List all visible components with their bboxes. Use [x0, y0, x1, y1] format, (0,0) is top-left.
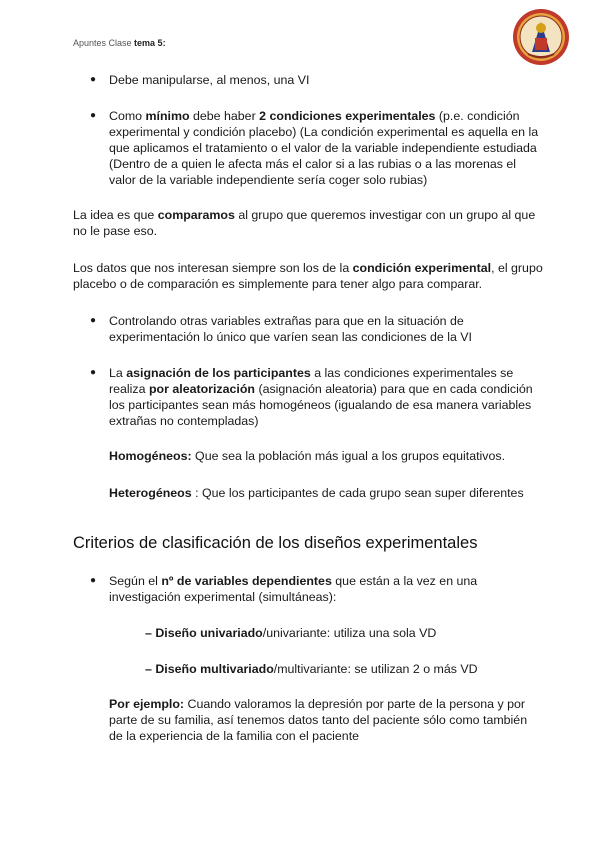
ejemplo-paragraph: Por ejemplo: Cuando valoramos la depresión por parte de la persona y por parte de su familia, así tenemos datos tanto del paciente sólo como también de la experiencia de la familia con el paciente [109, 697, 528, 743]
criteria-bullet-list [73, 573, 543, 605]
mid-bullet-list [73, 313, 543, 429]
list-item: ● Según el nº de variables dependientes que están a la vez en una investigación experimental (simultáneas): [90, 574, 478, 604]
section-title: Criterios de clasificación de los diseños experimentales [73, 534, 478, 552]
page-header [73, 38, 166, 48]
header-topic: tema 5: [134, 38, 166, 48]
homogeneos-definition: Homogéneos: Que sea la población más igual a los grupos equitativos. [109, 449, 506, 463]
bullet-icon: ● [90, 74, 97, 85]
multivariado-item: – Diseño multivariado/multivariante: se utilizan 2 o más VD [145, 662, 478, 676]
page-content [73, 66, 543, 744]
list-item: ● La asignación de los participantes a las condiciones experimentales se realiza por aleatorización (asignación aleatoria) para que en cada condición los participantes sean más homogéneos (igualando de esa manera variables extrañas no contempladas) [90, 366, 533, 428]
bullet-icon: ● [90, 575, 97, 586]
header-prefix: Apuntes Clase [73, 38, 135, 48]
list-item: ● Debe manipularse, al menos, una VI [90, 73, 310, 87]
top-bullet-list [73, 72, 543, 188]
university-seal-icon [512, 8, 570, 66]
bullet-icon: ● [90, 315, 97, 326]
list-item: ● Controlando otras variables extrañas para que en la situación de experimentación lo único que varíen sean las condiciones de la VI [90, 314, 472, 344]
univariado-item: – Diseño univariado/univariante: utiliza una sola VD [145, 626, 437, 640]
list-item: ● Como mínimo debe haber 2 condiciones experimentales (p.e. condición experimental y condición placebo) (La condición experimental es aquella en la que aplicamos el tratamiento o el valor de la variable independiente estudiada (Dentro de a quien le afecta más el calor si a las rubias o a las morenas el valor de la variable independiente sería coger solo rubias) [90, 109, 539, 187]
paragraph: Los datos que nos interesan siempre son los de la condición experimental, el grupo placebo o de comparación es simplemente para tener algo para comparar. [73, 261, 543, 291]
bullet-icon: ● [90, 110, 97, 121]
bullet-icon: ● [90, 367, 97, 378]
paragraph: La idea es que comparamos al grupo que queremos investigar con un grupo al que no le pase eso. [73, 208, 536, 238]
heterogeneos-definition: Heterogéneos : Que los participantes de cada grupo sean super diferentes [109, 486, 524, 500]
